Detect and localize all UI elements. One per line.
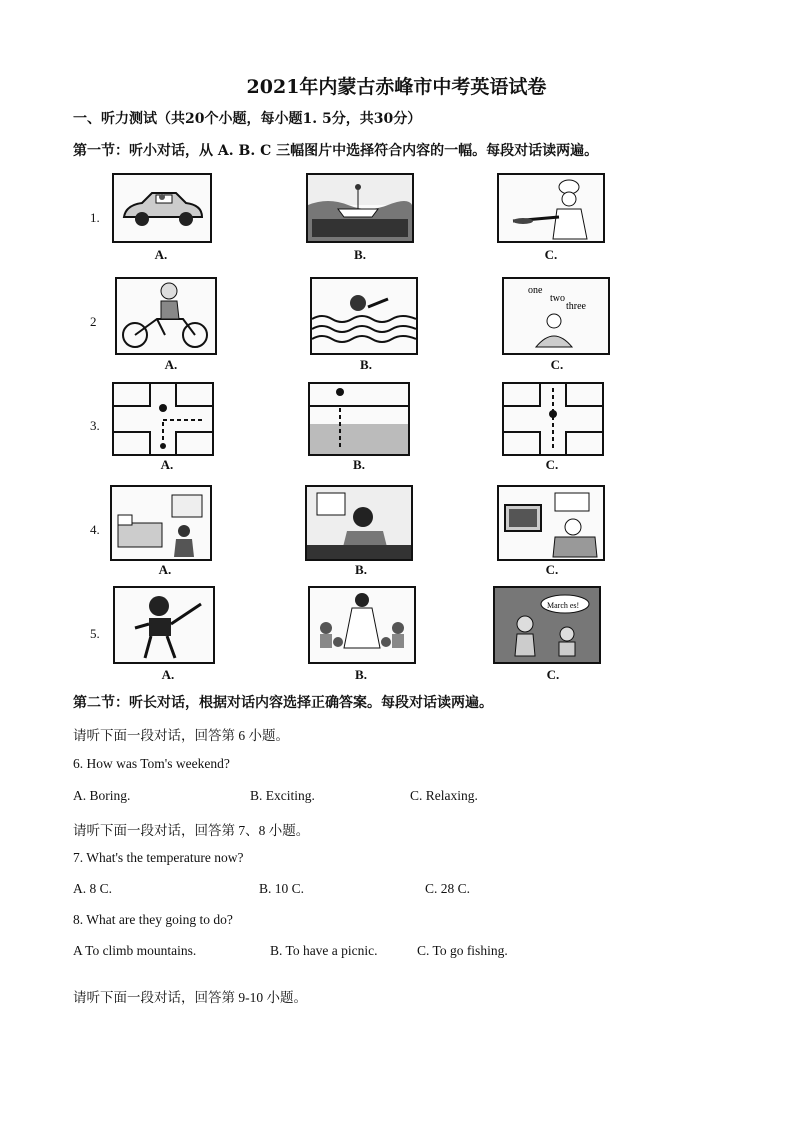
watching-tv-icon xyxy=(497,485,605,561)
question-8-stem: 8. What are they going to do? xyxy=(73,912,233,927)
option-label: A. xyxy=(164,357,178,372)
option-label: C. xyxy=(546,667,560,682)
cartoon-character-icon xyxy=(113,586,215,664)
option-label: B. xyxy=(355,667,367,682)
counting-word: three xyxy=(566,301,586,312)
q7-option-c: C. 28 C. xyxy=(425,881,471,896)
question-7-stem: 7. What's the temperature now? xyxy=(73,850,244,865)
car-icon xyxy=(112,173,212,243)
question-number: 4. xyxy=(90,522,100,537)
option-label: C. xyxy=(545,562,559,577)
section2-heading: 第二节：听长对话，根据对话内容选择正确答案。每段对话读两遍。 xyxy=(73,695,493,711)
meditating-counting-icon xyxy=(502,277,610,355)
option-label: A. xyxy=(160,457,174,472)
chef-cooking-icon xyxy=(497,173,605,243)
q6-option-a: A. Boring. xyxy=(73,788,131,803)
instruction-q9-10: 请听下面一段对话，回答第 9-10 小题。 xyxy=(73,990,307,1005)
option-label: B. xyxy=(353,457,365,472)
q8-option-c: C. To go fishing. xyxy=(417,943,508,958)
walk-straight-icon xyxy=(502,382,604,456)
option-label: B. xyxy=(360,357,372,372)
girl-studying-icon xyxy=(305,485,413,561)
instruction-q7-8: 请听下面一段对话，回答第 7、8 小题。 xyxy=(73,823,310,838)
option-label: B. xyxy=(355,562,367,577)
q7-option-a: A. 8 C. xyxy=(73,881,113,896)
boat-scene-icon xyxy=(306,173,414,243)
question-number: 1. xyxy=(90,210,100,225)
q7-option-b: B. 10 C. xyxy=(259,881,305,896)
cat-saying-march-icon xyxy=(493,586,601,664)
speech-bubble-text: March es! xyxy=(547,601,580,610)
counting-word: one xyxy=(528,285,543,296)
instruction-q6: 请听下面一段对话，回答第 6 小题。 xyxy=(73,728,289,743)
snow-white-dwarfs-icon xyxy=(308,586,416,664)
option-label: C. xyxy=(545,457,559,472)
page-title: 2021年内蒙古赤峰市中考英语试卷 xyxy=(246,76,547,98)
swimming-icon xyxy=(310,277,418,355)
question-number: 2 xyxy=(90,314,97,329)
q6-option-c: C. Relaxing. xyxy=(410,788,478,803)
option-label: C. xyxy=(544,247,558,262)
bedroom-cleaning-icon xyxy=(110,485,212,561)
q6-option-b: B. Exciting. xyxy=(250,788,315,803)
option-label: A. xyxy=(158,562,172,577)
option-label: B. xyxy=(354,247,366,262)
crossroad-turn-right-icon xyxy=(112,382,214,456)
walk-along-river-icon xyxy=(308,382,410,456)
question-number: 5. xyxy=(90,626,100,641)
question-6-stem: 6. How was Tom's weekend? xyxy=(73,756,230,771)
part1-heading: 一、听力测试（共20个小题，每小题1. 5分，共30分） xyxy=(73,111,422,127)
section1-heading: 第一节：听小对话，从 A. B. C 三幅图片中选择符合内容的一幅。每段对话读两遍。 xyxy=(73,143,599,159)
boy-cycling-icon xyxy=(115,277,217,355)
q8-option-a: A To climb mountains. xyxy=(73,943,197,958)
option-label: C. xyxy=(550,357,564,372)
question-number: 3. xyxy=(90,418,100,433)
option-label: A. xyxy=(161,667,175,682)
counting-word: two xyxy=(550,293,565,304)
option-label: A. xyxy=(154,247,168,262)
q8-option-b: B. To have a picnic. xyxy=(270,943,378,958)
